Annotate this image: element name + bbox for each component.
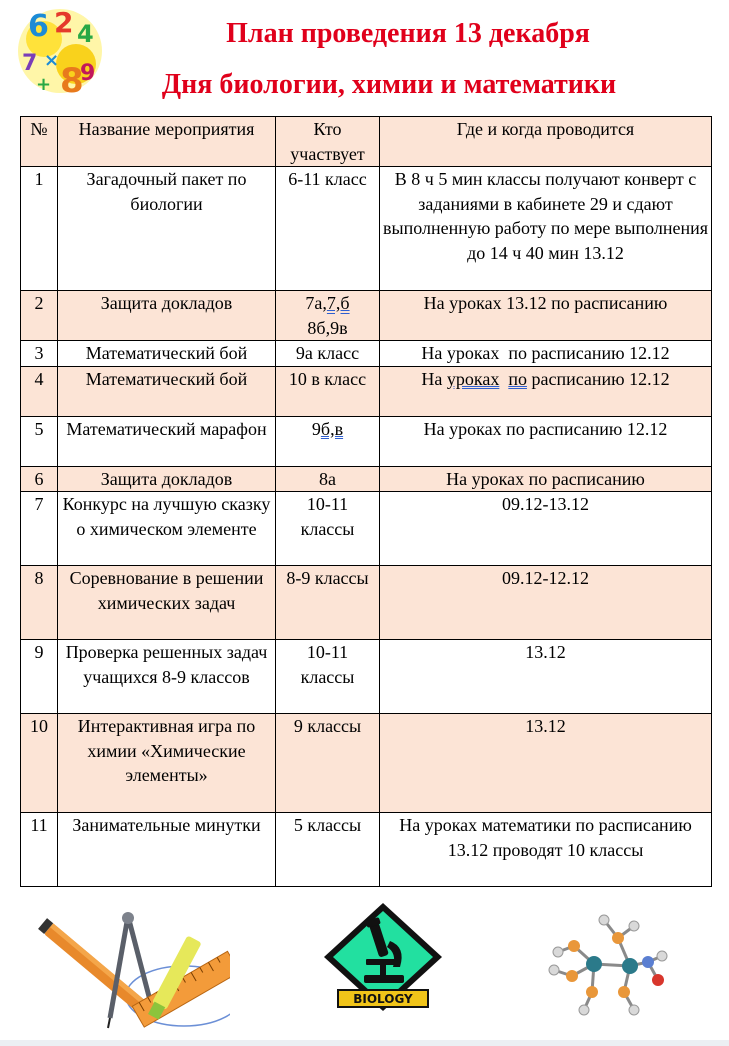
who-part: 7а, (305, 293, 327, 313)
row-who: 10-11 классы (276, 640, 380, 714)
svg-text:9: 9 (80, 61, 96, 86)
table-row (21, 466, 712, 492)
where-part: На (421, 368, 447, 389)
microscope-biology-icon (320, 901, 446, 1013)
table-row (21, 640, 712, 714)
row-where: На уроках математики по расписанию 13.12 проводят 10 классы (380, 813, 712, 887)
row-who: 5 классы (276, 813, 380, 887)
table-row (21, 566, 712, 640)
svg-text:2: 2 (54, 6, 74, 39)
row-where: 09.12-13.12 (380, 492, 712, 566)
table-row (21, 167, 712, 291)
where-part-underlined: по (508, 368, 527, 389)
header-name: Название мероприятия (58, 117, 276, 167)
svg-text:8: 8 (60, 61, 84, 98)
table-row (21, 341, 712, 367)
header-where: Где и когда проводится (380, 117, 712, 167)
row-num: 10 (21, 714, 58, 813)
where-part (499, 369, 508, 389)
row-name: Защита докладов (58, 291, 276, 341)
biology-badge-label: BIOLOGY (353, 992, 413, 1006)
where-part-underlined: уроках (446, 368, 500, 389)
where-part: На (421, 343, 447, 363)
row-name: Занимательные минутки (58, 813, 276, 887)
table-row (21, 366, 712, 416)
svg-text:×: × (44, 50, 60, 71)
row-where: На уроках по расписанию 12.12 (380, 416, 712, 466)
row-where (380, 366, 712, 416)
table-row (21, 291, 712, 341)
header-num: № (21, 117, 58, 167)
row-name: Математический бой (58, 341, 276, 367)
row-num: 9 (21, 640, 58, 714)
page-bottom-edge (0, 1040, 729, 1046)
row-where: 13.12 (380, 640, 712, 714)
row-who (276, 291, 380, 341)
row-who: 10 в класс (276, 366, 380, 416)
svg-text:4: 4 (77, 20, 94, 48)
drawing-tools-icon (34, 908, 230, 1034)
row-num: 3 (21, 341, 58, 367)
who-part-underlined: 7,б (326, 293, 350, 313)
row-who: 10-11 классы (276, 492, 380, 566)
table-row (21, 714, 712, 813)
table-header-row (21, 117, 712, 167)
page-title-line2: Дня биологии, химии и математики (161, 69, 617, 100)
row-where: На уроках 13.12 по расписанию (380, 291, 712, 341)
table-row (21, 492, 712, 566)
events-table (20, 116, 712, 887)
row-name: Проверка решенных задач учащихся 8-9 классов (58, 640, 276, 714)
row-name: Защита докладов (58, 466, 276, 492)
where-part: расписанию 12.12 (526, 368, 670, 389)
row-num: 8 (21, 566, 58, 640)
row-name: Конкурс на лучшую сказку о химическом элементе (58, 492, 276, 566)
page-title-line1: План проведения 13 декабря (226, 18, 590, 49)
row-num: 6 (21, 466, 58, 492)
row-who: 8-9 классы (276, 566, 380, 640)
row-num: 5 (21, 416, 58, 466)
who-part: 8б,9в (307, 317, 348, 338)
svg-text:+: + (36, 74, 52, 95)
row-who (276, 416, 380, 466)
row-who: 8а (276, 466, 380, 492)
row-num: 7 (21, 492, 58, 566)
table-row (21, 416, 712, 466)
where-part: по расписанию 12.12 (499, 343, 670, 363)
row-name: Соревнование в решении химических задач (58, 566, 276, 640)
header-who: Кто участвует (276, 117, 380, 167)
row-where (380, 341, 712, 367)
row-where: В 8 ч 5 мин классы получают конверт с заданиями в кабинете 29 и сдают выполненную работу по мере выполнения до 14 ч 40 мин 13.12 (380, 167, 712, 291)
row-where: 09.12-12.12 (380, 566, 712, 640)
where-part: уроках (446, 343, 500, 363)
row-who: 9 классы (276, 714, 380, 813)
row-name: Математический марафон (58, 416, 276, 466)
who-part: 9 (311, 418, 321, 439)
svg-text:7: 7 (22, 51, 38, 76)
svg-text:6: 6 (28, 9, 49, 44)
row-num: 1 (21, 167, 58, 291)
row-where: 13.12 (380, 714, 712, 813)
table-row (21, 813, 712, 887)
row-who: 6-11 класс (276, 167, 380, 291)
row-num: 4 (21, 366, 58, 416)
row-name: Математический бой (58, 366, 276, 416)
row-where: На уроках по расписанию (380, 466, 712, 492)
row-name: Загадочный пакет по биологии (58, 167, 276, 291)
molecule-icon (544, 906, 676, 1024)
row-num: 11 (21, 813, 58, 887)
row-name: Интерактивная игра по химии «Химические элементы» (58, 714, 276, 813)
who-part-underlined: б,в (320, 418, 344, 439)
row-num: 2 (21, 291, 58, 341)
row-who: 9а класс (276, 341, 380, 367)
